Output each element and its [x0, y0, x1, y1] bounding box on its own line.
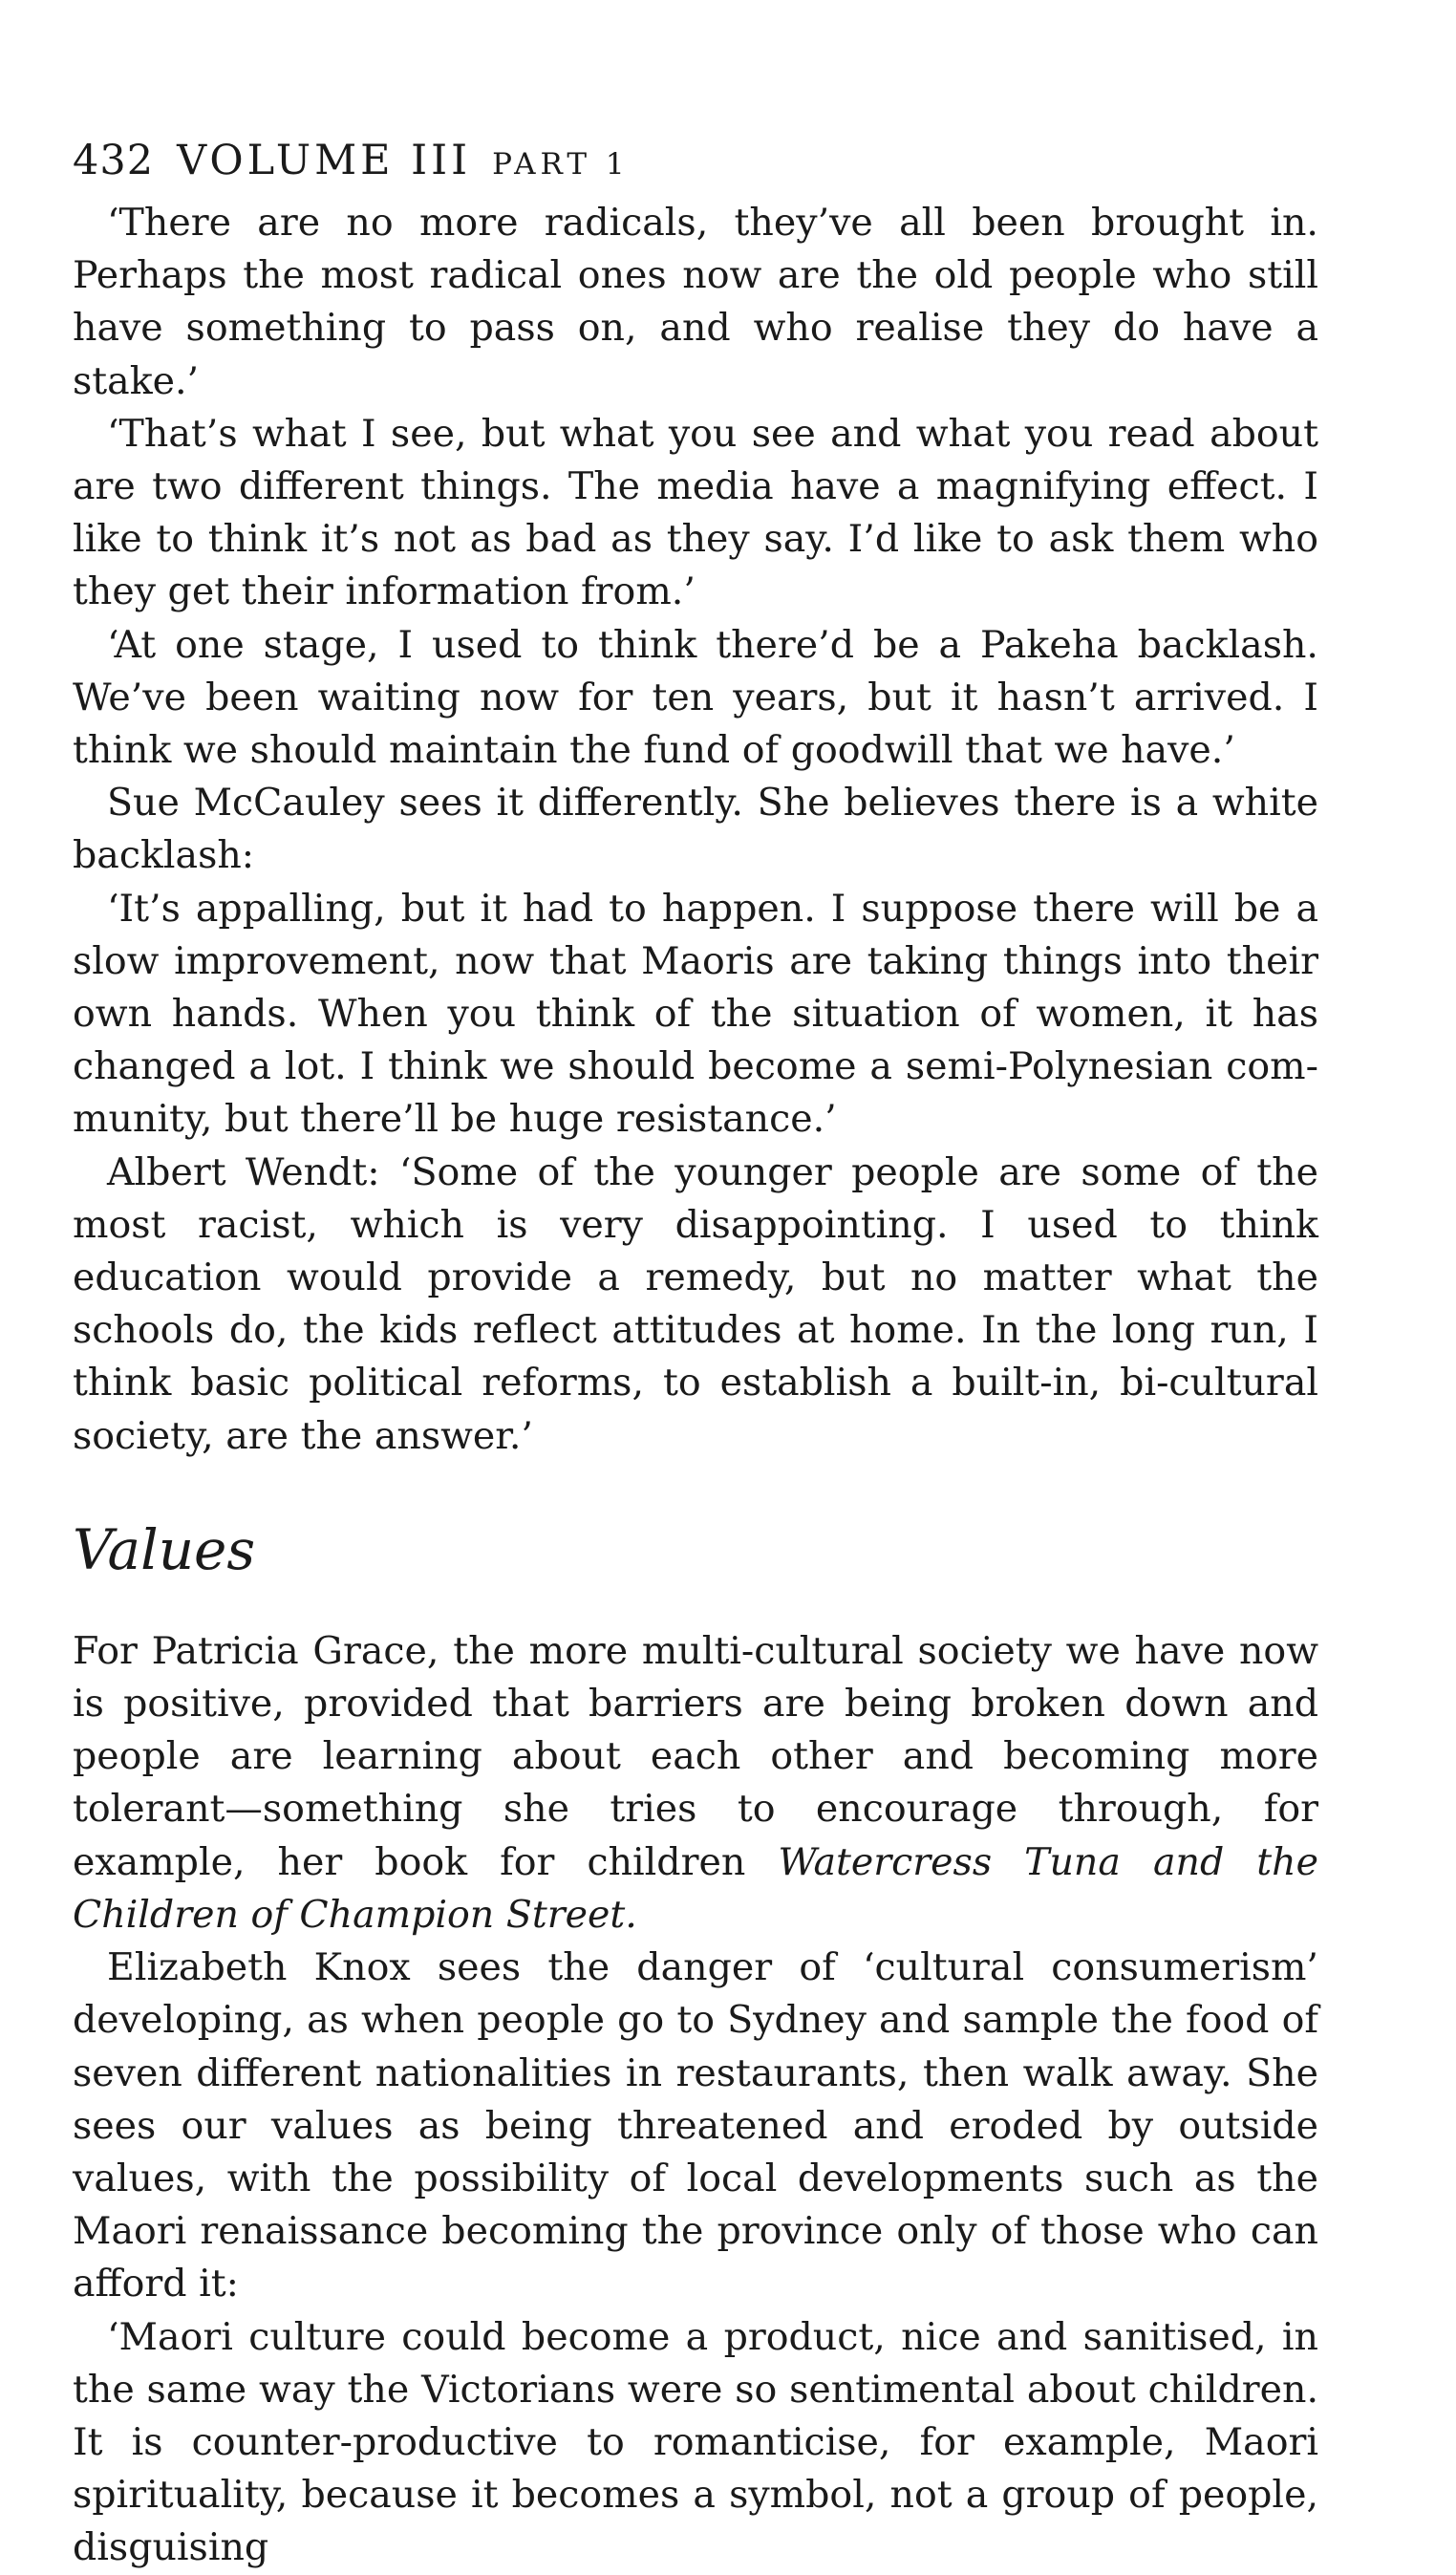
- paragraph-mccauley-quote: ‘It’s appalling, but it had to happen. I suppose there will be a slow improvement, now that Maoris are taking things into their own hands. When you think of the situation of women, it has changed a lot. I think we should become a semi-Polynesian community, but there’ll be huge resistance.’: [73, 886, 1318, 1142]
- paragraph-grace: [73, 1625, 1318, 1942]
- part-label: PART 1: [492, 147, 630, 182]
- paragraph-wendt: Albert Wendt: ‘Some of the younger people are some of the most racist, which is very disappointing. I used to think education would provide a remedy, but no matter what the schools do, the kids reflect attitudes at home. In the long run, I think basic political reforms, to establish a built-in, bi-cultural society, are the answer.’: [73, 1149, 1318, 1458]
- volume-label: VOLUME III: [177, 137, 472, 184]
- paragraph-knox-quote: ‘Maori culture could become a product, nice and sanitised, in the same way the Victorians were so sentimental about children. It is counter-productive to romanticise, for example, Maori spirituality, because it becomes a symbol, not a group of people, disguising: [73, 2314, 1318, 2570]
- book-title: Watercress Tuna and the Children of Champion Street.: [73, 1839, 1318, 1937]
- grace-text: For Patricia Grace, the more multi-cultural society we have now is positive, provided that barriers are being broken down and people are learning about each other and becoming more tolerant—something she tries to encourage through, for example, her book for children: [73, 1628, 1318, 1884]
- running-head: [73, 134, 1318, 191]
- page-number: 432: [73, 137, 155, 184]
- paragraph-media: ‘That’s what I see, but what you see and what you read about are two different things. The media have a magnifying effect. I like to think it’s not as bad as they say. I’d like to ask them who they get their information from.’: [73, 411, 1318, 614]
- paragraph-radicals: ‘There are no more radicals, they’ve all been brought in. Perhaps the most radical ones now are the old people who still have something to pass on, and who realise they do have a stake.’: [73, 201, 1318, 403]
- paragraph-mccauley: Sue McCauley sees it differently. She believes there is a white backlash:: [73, 781, 1318, 878]
- paragraph-backlash: ‘At one stage, I used to think there’d be a Pakeha backlash. We’ve been waiting now for ten years, but it hasn’t arrived. I think we should maintain the fund of goodwill that we have.’: [73, 622, 1318, 773]
- book-page: [73, 134, 1318, 2575]
- section-heading-values: Values: [73, 1516, 256, 1582]
- paragraph-knox: Elizabeth Knox sees the danger of ‘cultural consumerism’ developing, as when people go to Sydney and sample the food of seven different nationalities in restaurants, then walk away. She sees our values as being threatened and eroded by outside values, with the possibility of local developments such as the Maori renaissance becoming the province only of those who can afford it:: [73, 1945, 1318, 2307]
